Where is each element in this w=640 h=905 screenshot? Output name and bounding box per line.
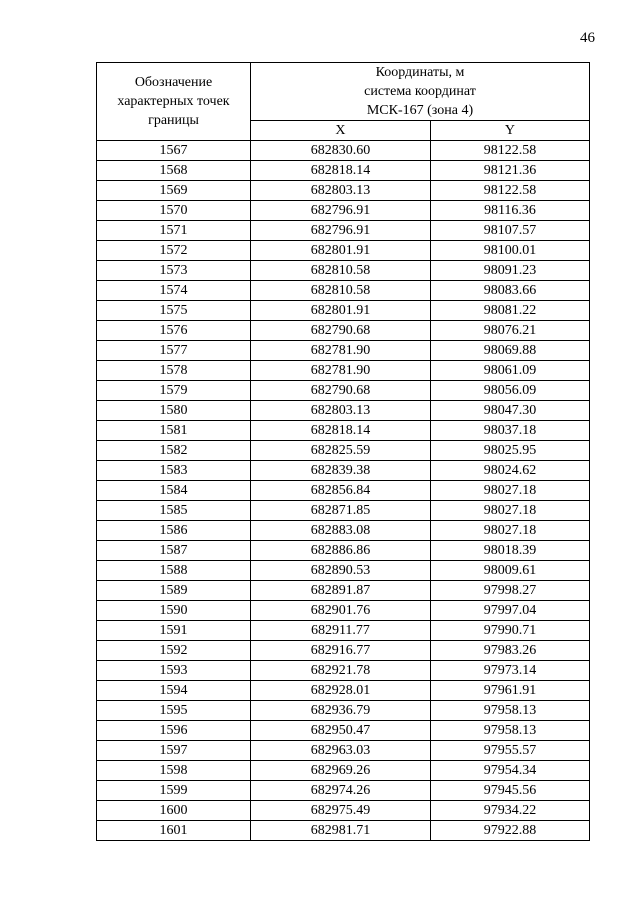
y-coordinate-cell: 97922.88 [430, 821, 589, 841]
point-id-cell: 1567 [97, 141, 251, 161]
point-id-cell: 1586 [97, 521, 251, 541]
header-coordinates [251, 63, 590, 121]
y-coordinate-cell: 97997.04 [430, 601, 589, 621]
point-id-cell: 1584 [97, 481, 251, 501]
x-coordinate-cell: 682796.91 [251, 221, 431, 241]
x-coordinate-cell: 682781.90 [251, 361, 431, 381]
x-coordinate-cell: 682810.58 [251, 281, 431, 301]
table-row [97, 701, 590, 721]
x-coordinate-cell: 682975.49 [251, 801, 431, 821]
y-coordinate-cell: 98100.01 [430, 241, 589, 261]
table-row [97, 741, 590, 761]
table-row [97, 261, 590, 281]
table-row [97, 201, 590, 221]
table-row [97, 601, 590, 621]
x-coordinate-cell: 682981.71 [251, 821, 431, 841]
y-coordinate-cell: 97983.26 [430, 641, 589, 661]
y-coordinate-cell: 97990.71 [430, 621, 589, 641]
x-coordinate-cell: 682950.47 [251, 721, 431, 741]
x-coordinate-cell: 682963.03 [251, 741, 431, 761]
point-id-cell: 1576 [97, 321, 251, 341]
point-id-cell: 1582 [97, 441, 251, 461]
y-coordinate-cell: 98047.30 [430, 401, 589, 421]
y-coordinate-cell: 98091.23 [430, 261, 589, 281]
y-coordinate-cell: 97961.91 [430, 681, 589, 701]
point-id-cell: 1568 [97, 161, 251, 181]
header-coords-line: Координаты, м [375, 65, 465, 80]
point-id-cell: 1589 [97, 581, 251, 601]
header-point-line: характерных точек [117, 94, 230, 109]
y-coordinate-cell: 98069.88 [430, 341, 589, 361]
table-row [97, 541, 590, 561]
y-coordinate-cell: 97973.14 [430, 661, 589, 681]
x-coordinate-cell: 682911.77 [251, 621, 431, 641]
point-id-cell: 1595 [97, 701, 251, 721]
y-coordinate-cell: 98009.61 [430, 561, 589, 581]
x-coordinate-cell: 682801.91 [251, 301, 431, 321]
y-coordinate-cell: 97998.27 [430, 581, 589, 601]
point-id-cell: 1593 [97, 661, 251, 681]
y-coordinate-cell: 98027.18 [430, 521, 589, 541]
point-id-cell: 1578 [97, 361, 251, 381]
table-row [97, 361, 590, 381]
x-coordinate-cell: 682969.26 [251, 761, 431, 781]
point-id-cell: 1600 [97, 801, 251, 821]
x-coordinate-cell: 682928.01 [251, 681, 431, 701]
point-id-cell: 1601 [97, 821, 251, 841]
x-coordinate-cell: 682916.77 [251, 641, 431, 661]
x-coordinate-cell: 682790.68 [251, 321, 431, 341]
table-row [97, 301, 590, 321]
table-row [97, 761, 590, 781]
x-coordinate-cell: 682781.90 [251, 341, 431, 361]
table-row [97, 321, 590, 341]
table-row [97, 241, 590, 261]
x-coordinate-cell: 682901.76 [251, 601, 431, 621]
table-row [97, 681, 590, 701]
point-id-cell: 1590 [97, 601, 251, 621]
point-id-cell: 1599 [97, 781, 251, 801]
x-coordinate-cell: 682796.91 [251, 201, 431, 221]
x-coordinate-cell: 682801.91 [251, 241, 431, 261]
y-coordinate-cell: 98116.36 [430, 201, 589, 221]
table-row [97, 401, 590, 421]
table-row [97, 501, 590, 521]
table-row [97, 221, 590, 241]
point-id-cell: 1585 [97, 501, 251, 521]
y-coordinate-cell: 98027.18 [430, 481, 589, 501]
x-coordinate-cell: 682790.68 [251, 381, 431, 401]
coordinates-table [96, 62, 590, 841]
point-id-cell: 1581 [97, 421, 251, 441]
table-row [97, 381, 590, 401]
point-id-cell: 1588 [97, 561, 251, 581]
header-point-designation [97, 63, 251, 141]
x-coordinate-cell: 682891.87 [251, 581, 431, 601]
y-coordinate-cell: 98076.21 [430, 321, 589, 341]
y-coordinate-cell: 97955.57 [430, 741, 589, 761]
point-id-cell: 1583 [97, 461, 251, 481]
y-coordinate-cell: 98027.18 [430, 501, 589, 521]
point-id-cell: 1571 [97, 221, 251, 241]
y-coordinate-cell: 98037.18 [430, 421, 589, 441]
point-id-cell: 1580 [97, 401, 251, 421]
y-coordinate-cell: 97934.22 [430, 801, 589, 821]
x-coordinate-cell: 682830.60 [251, 141, 431, 161]
header-coords-line: МСК-167 (зона 4) [366, 103, 474, 118]
header-y: Y [430, 121, 589, 141]
y-coordinate-cell: 98122.58 [430, 181, 589, 201]
table-row [97, 341, 590, 361]
header-coords-line: система координат [364, 84, 476, 99]
header-point-line: Обозначение [134, 75, 213, 90]
x-coordinate-cell: 682936.79 [251, 701, 431, 721]
x-coordinate-cell: 682886.86 [251, 541, 431, 561]
y-coordinate-cell: 98122.58 [430, 141, 589, 161]
table-row [97, 141, 590, 161]
point-id-cell: 1574 [97, 281, 251, 301]
x-coordinate-cell: 682921.78 [251, 661, 431, 681]
point-id-cell: 1577 [97, 341, 251, 361]
point-id-cell: 1579 [97, 381, 251, 401]
x-coordinate-cell: 682825.59 [251, 441, 431, 461]
y-coordinate-cell: 98025.95 [430, 441, 589, 461]
table-row [97, 581, 590, 601]
point-id-cell: 1598 [97, 761, 251, 781]
point-id-cell: 1587 [97, 541, 251, 561]
table-row [97, 181, 590, 201]
table-row [97, 801, 590, 821]
point-id-cell: 1596 [97, 721, 251, 741]
table-row [97, 421, 590, 441]
x-coordinate-cell: 682803.13 [251, 181, 431, 201]
y-coordinate-cell: 97954.34 [430, 761, 589, 781]
x-coordinate-cell: 682883.08 [251, 521, 431, 541]
table-row [97, 441, 590, 461]
table-row [97, 521, 590, 541]
point-id-cell: 1569 [97, 181, 251, 201]
point-id-cell: 1570 [97, 201, 251, 221]
y-coordinate-cell: 97958.13 [430, 721, 589, 741]
point-id-cell: 1592 [97, 641, 251, 661]
table-row [97, 281, 590, 301]
x-coordinate-cell: 682818.14 [251, 161, 431, 181]
table-row [97, 721, 590, 741]
y-coordinate-cell: 98121.36 [430, 161, 589, 181]
x-coordinate-cell: 682856.84 [251, 481, 431, 501]
header-point-line: границы [148, 113, 199, 128]
point-id-cell: 1573 [97, 261, 251, 281]
point-id-cell: 1597 [97, 741, 251, 761]
y-coordinate-cell: 98107.57 [430, 221, 589, 241]
table-row [97, 481, 590, 501]
point-id-cell: 1572 [97, 241, 251, 261]
table-row [97, 781, 590, 801]
table-row [97, 621, 590, 641]
y-coordinate-cell: 98018.39 [430, 541, 589, 561]
x-coordinate-cell: 682818.14 [251, 421, 431, 441]
x-coordinate-cell: 682803.13 [251, 401, 431, 421]
table-row [97, 641, 590, 661]
x-coordinate-cell: 682810.58 [251, 261, 431, 281]
page-number: 46 [580, 30, 595, 46]
point-id-cell: 1591 [97, 621, 251, 641]
table-row [97, 461, 590, 481]
table-row [97, 161, 590, 181]
table-row [97, 821, 590, 841]
x-coordinate-cell: 682890.53 [251, 561, 431, 581]
table-row [97, 561, 590, 581]
x-coordinate-cell: 682974.26 [251, 781, 431, 801]
y-coordinate-cell: 98056.09 [430, 381, 589, 401]
x-coordinate-cell: 682871.85 [251, 501, 431, 521]
y-coordinate-cell: 98061.09 [430, 361, 589, 381]
header-x: X [251, 121, 431, 141]
point-id-cell: 1575 [97, 301, 251, 321]
x-coordinate-cell: 682839.38 [251, 461, 431, 481]
y-coordinate-cell: 97958.13 [430, 701, 589, 721]
point-id-cell: 1594 [97, 681, 251, 701]
y-coordinate-cell: 98081.22 [430, 301, 589, 321]
y-coordinate-cell: 98083.66 [430, 281, 589, 301]
y-coordinate-cell: 97945.56 [430, 781, 589, 801]
table-row [97, 661, 590, 681]
y-coordinate-cell: 98024.62 [430, 461, 589, 481]
table-body [97, 141, 590, 841]
